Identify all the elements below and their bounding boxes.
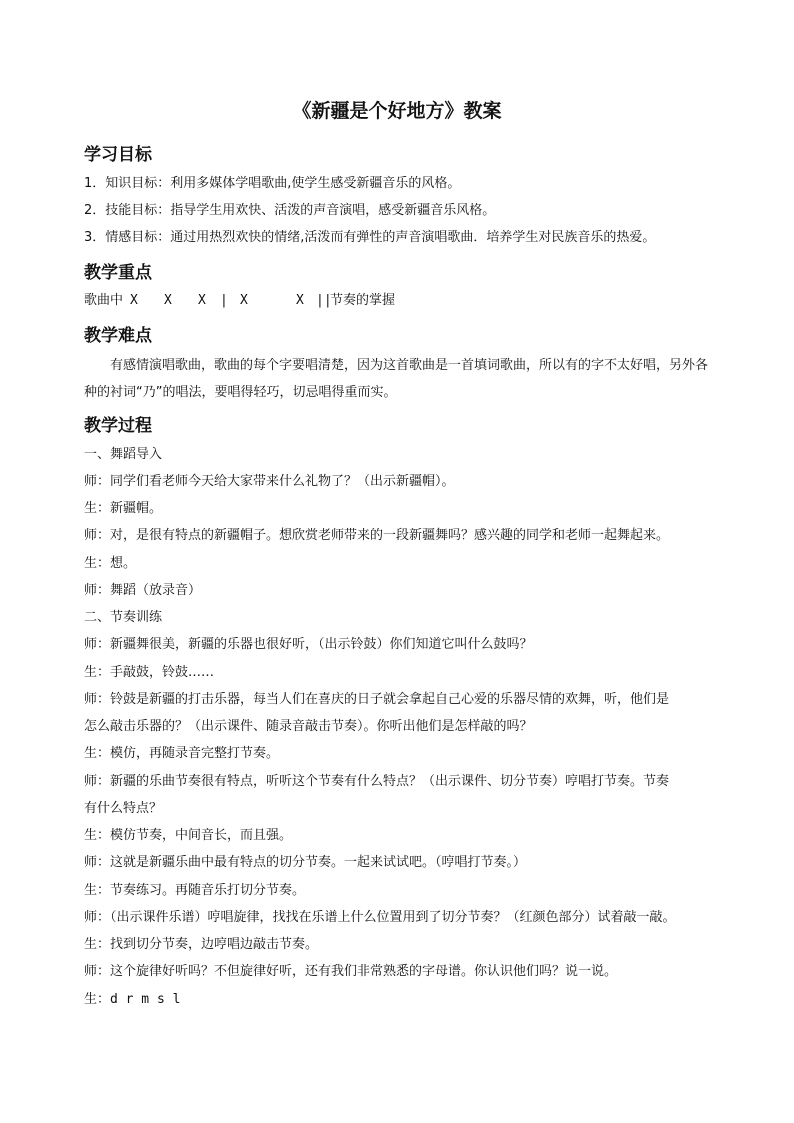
rhythm-suffix: 节奏的掌握 [330,293,396,308]
heading-learning-goals: 学习目标 [84,145,152,165]
process-line: 师：舞蹈（放录音） [84,583,202,598]
rhythm-note: X [296,293,304,308]
process-line: 师：新疆的乐曲节奏很有特点，听听这个节奏有什么特点？（出示课件、切分节奏）哼唱打节奏。节奏 [84,774,670,789]
goal-item: 2．技能目标：指导学生用欢快、活泼的声音演唱，感受新疆音乐风格。 [84,203,496,218]
rhythm-double-barline: || [316,293,332,308]
process-line: 师：新疆舞很美，新疆的乐器也很好听，（出示铃鼓）你们知道它叫什么鼓吗？ [84,637,533,652]
difficulty-paragraph: 有感情演唱歌曲，歌曲的每个字要唱清楚，因为这首歌曲是一首填词歌曲，所以有的字不太好唱，另外各种的衬词“乃”的唱法，要唱得轻巧，切忌唱得重而实。 [84,358,709,400]
process-line: 生：模仿节奏，中间音长，而且强。 [84,828,293,843]
goal-item: 1．知识目标：利用多媒体学唱歌曲,使学生感受新疆音乐的风格。 [84,176,461,191]
rhythm-note: X [130,293,138,308]
process-line: 生：d r m s l [84,992,181,1007]
heading-teaching-difficulty: 教学难点 [84,326,152,346]
document-title: 《新疆是个好地方》教案 [292,100,502,122]
process-line: 生：模仿，再随录音完整打节奏。 [84,746,280,761]
process-line: 生：找到切分节奏，边哼唱边敲击节奏。 [84,937,319,952]
rhythm-note: X [198,293,206,308]
heading-teaching-process: 教学过程 [84,416,152,436]
process-line: 师：对，是很有特点的新疆帽子。想欣赏老师带来的一段新疆舞吗？感兴趣的同学和老师一起舞起来。 [84,528,670,543]
process-line: 师：同学们看老师今天给大家带来什么礼物了？（出示新疆帽）。 [84,474,455,489]
process-line: 师：（出示课件乐谱）哼唱旋律，找找在乐谱上什么位置用到了切分节奏？（红颜色部分）试着敲一敲。 [84,910,676,925]
rhythm-line [84,292,396,310]
process-line: 师：这就是新疆乐曲中最有特点的切分节奏。一起来试试吧。（哼唱打节奏。） [84,855,527,870]
process-line: 生：手敲鼓，铃鼓…… [84,665,215,680]
process-line: 生：想。 [84,556,137,571]
process-line: 生：新疆帽。 [84,501,163,516]
process-line: 生：节奏练习。再随音乐打切分节奏。 [84,883,306,898]
rhythm-note: X [240,293,248,308]
rhythm-note: X [164,293,172,308]
rhythm-barline: | [220,293,228,308]
process-line: 二、节奏训练 [84,610,163,625]
process-line: 有什么特点？ [84,801,163,816]
rhythm-prefix: 歌曲中 [84,293,124,308]
process-line: 师：铃鼓是新疆的打击乐器，每当人们在喜庆的日子就会拿起自己心爱的乐器尽情的欢舞，听，他们是 [84,692,670,707]
process-line: 怎么敲击乐器的？（出示课件、随录音敲击节奏）。你听出他们是怎样敲的吗？ [84,719,533,734]
process-line: 师：这个旋律好听吗？不但旋律好听，还有我们非常熟悉的字母谱。你认识他们吗？说一说。 [84,964,618,979]
heading-teaching-focus: 教学重点 [84,263,152,283]
goal-item: 3．情感目标：通过用热烈欢快的情绪,活泼而有弹性的声音演唱歌曲．培养学生对民族音乐的热爱。 [84,230,656,245]
process-line: 一、舞蹈导入 [84,447,163,462]
